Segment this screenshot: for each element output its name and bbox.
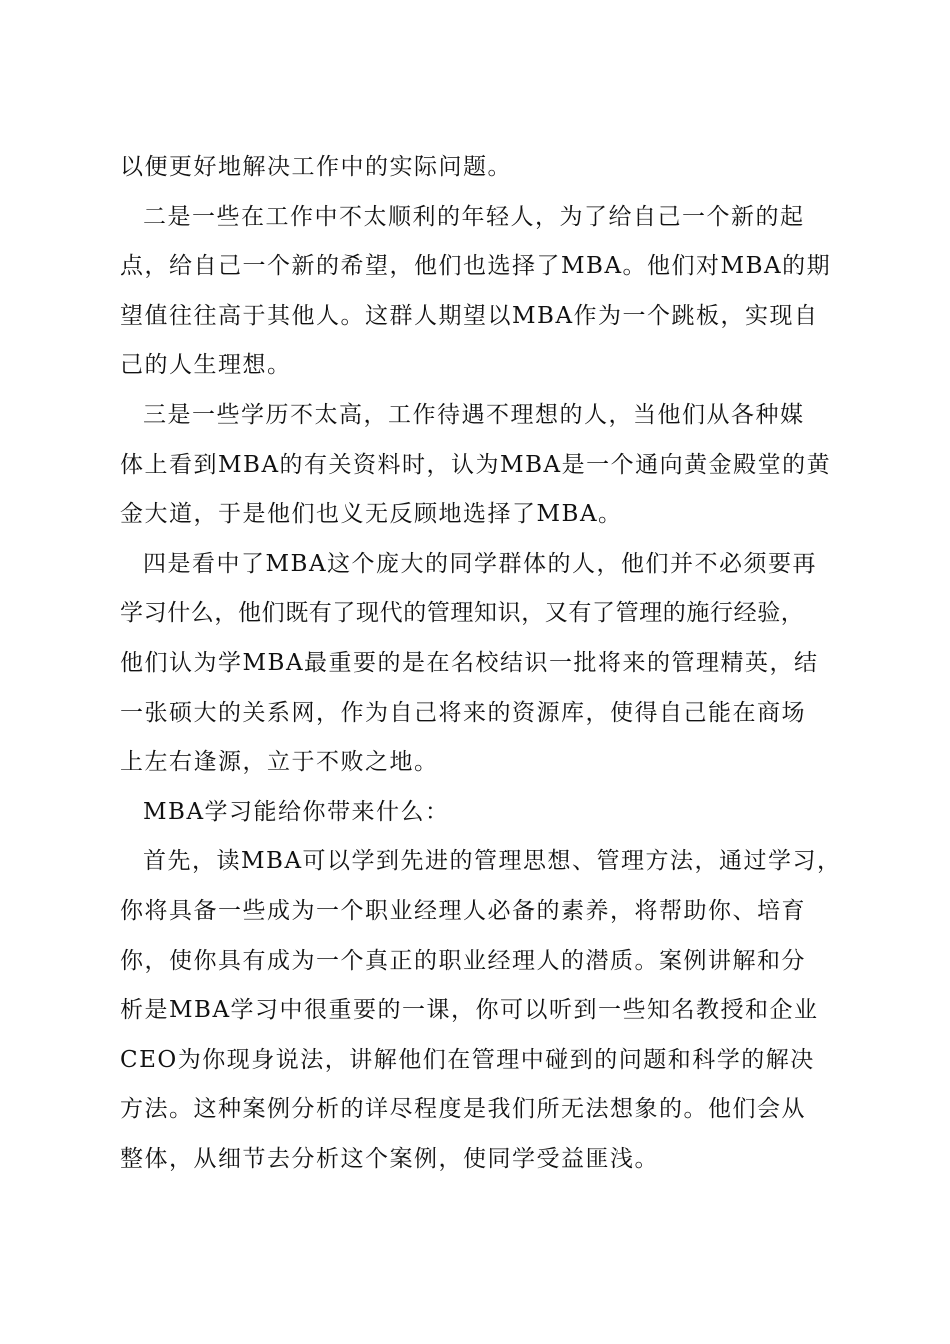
text-line: 己的人生理想。 — [120, 352, 292, 379]
paragraph-start-line: 二是一些在工作中不太顺利的年轻人，为了给自己一个新的起 — [143, 203, 805, 230]
text-line: 你将具备一些成为一个职业经理人必备的素养，将帮助你、培育 — [120, 897, 806, 924]
paragraph-start-line: 首先，读MBA可以学到先进的管理思想、管理方法，通过学习， — [143, 848, 842, 875]
text-line: 方法。这种案例分析的详尽程度是我们所无法想象的。他们会从 — [120, 1096, 806, 1123]
text-line: 析是MBA学习中很重要的一课，你可以听到一些知名教授和企业 — [120, 997, 819, 1024]
text-line: 望值往往高于其他人。这群人期望以MBA作为一个跳板，实现自 — [120, 302, 819, 329]
body-text — [120, 143, 840, 1184]
text-line: 一张硕大的关系网，作为自己将来的资源库，使得自己能在商场 — [120, 699, 806, 726]
text-line: 体上看到MBA的有关资料时，认为MBA是一个通向黄金殿堂的黄 — [120, 451, 832, 478]
text-line: 以便更好地解决工作中的实际问题。 — [120, 154, 512, 180]
text-line: 你，使你具有成为一个真正的职业经理人的潜质。案例讲解和分 — [120, 947, 806, 974]
text-line: 点，给自己一个新的希望，他们也选择了MBA。他们对MBA的期 — [120, 253, 832, 280]
text-line: 他们认为学MBA最重要的是在名校结识一批将来的管理精英，结 — [120, 649, 819, 676]
paragraph-start-line: 四是看中了MBA这个庞大的同学群体的人，他们并不必须要再 — [143, 550, 818, 577]
text-line: 上左右逢源，立于不败之地。 — [120, 749, 439, 776]
section-heading-line: MBA学习能给你带来什么： — [143, 798, 450, 825]
paragraph-start-line: 三是一些学历不太高，工作待遇不理想的人，当他们从各种媒 — [143, 401, 805, 428]
text-line: 学习什么，他们既有了现代的管理知识，又有了管理的施行经验， — [120, 600, 805, 627]
text-line: CEO为你现身说法，讲解他们在管理中碰到的问题和科学的解决 — [120, 1046, 815, 1073]
text-line: 金大道，于是他们也义无反顾地选择了MBA。 — [120, 501, 623, 528]
text-line: 整体，从细节去分析这个案例，使同学受益匪浅。 — [120, 1145, 659, 1172]
